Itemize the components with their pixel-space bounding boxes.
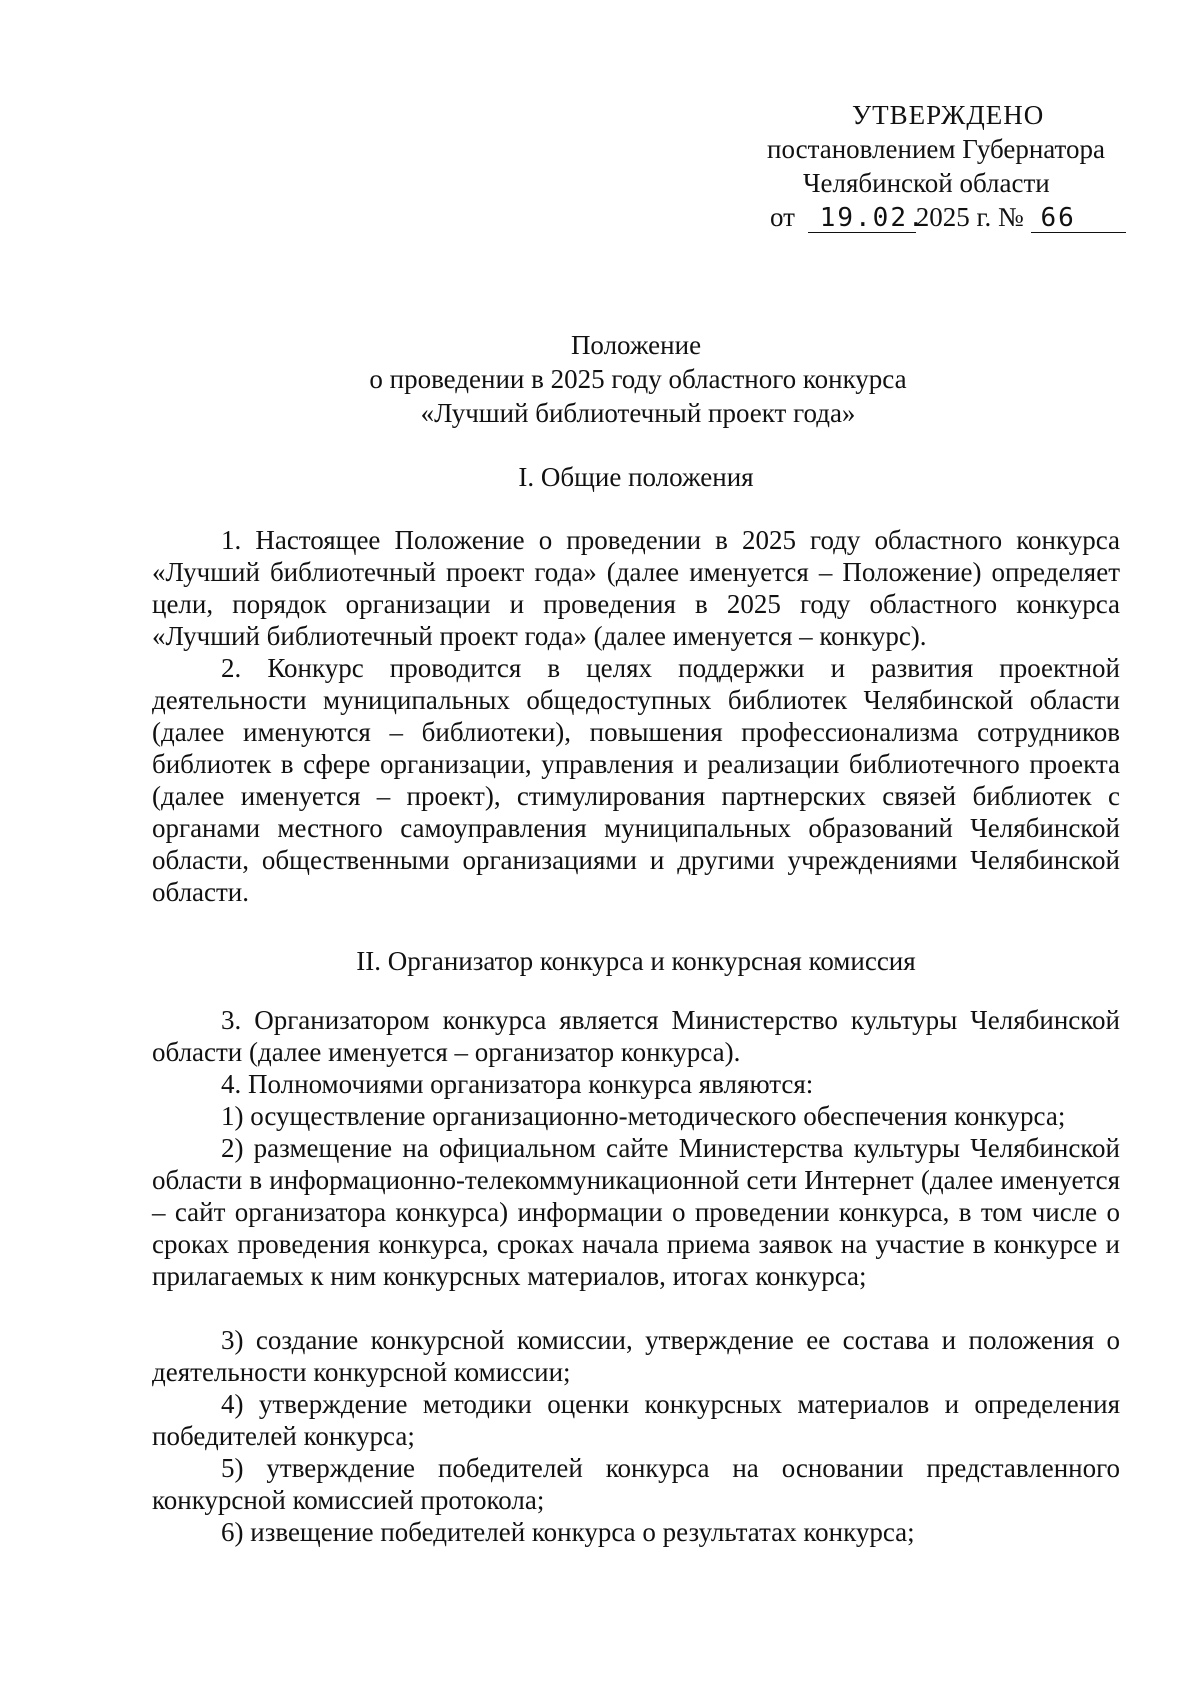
list-item-3: 3) создание конкурсной комиссии, утверждение ее состава и положения о деятельности конкурсной комиссии; (152, 1325, 1120, 1387)
approval-decree-line: постановлением Губернатора (767, 134, 1105, 164)
list-item-1: 1) осуществление организационно-методического обеспечения конкурса; (221, 1101, 1066, 1131)
section-heading-organizer: II. Организатор конкурса и конкурсная комиссия (356, 946, 916, 976)
approval-date-value: 19.02. (808, 204, 916, 233)
paragraph-1: 1. Настоящее Положение о проведении в 2025 году областного конкурса «Лучший библиотечный проект года» (далее именуется – Положение) определяет цели, порядок организации и проведения в 2025 году областного конкурса «Лучший библиотечный проект года» (далее именуется – конкурс). (152, 525, 1120, 651)
approval-number-value: 66 (1031, 204, 1126, 233)
list-item-2: 2) размещение на официальном сайте Министерства культуры Челябинской области в информационно-телекоммуникационной сети Интернет (далее именуется – сайт организатора конкурса) информации о проведении конкурса, в том числе о сроках проведения конкурса, сроках начала приема заявок на участие в конкурсе и прилагаемых к ним конкурсных материалов, итогах конкурса; (152, 1133, 1120, 1291)
approval-date-suffix: 2025 г. № (915, 202, 1024, 232)
paragraph-4: 4. Полномочиями организатора конкурса являются: (221, 1069, 814, 1099)
list-item-5: 5) утверждение победителей конкурса на основании представленного конкурсной комиссией протокола; (152, 1453, 1120, 1515)
approval-title: УТВЕРЖДЕНО (852, 100, 1045, 130)
paragraph-2: 2. Конкурс проводится в целях поддержки и развития проектной деятельности муниципальных общедоступных библиотек Челябинской области (далее именуются – библиотеки), повышения профессионализма сотрудников библиотек в сфере организации, управления и реализации библиотечного проекта (далее именуется – проект), стимулирования партнерских связей библиотек с органами местного самоуправления муниципальных образований Челябинской области, общественными организациями и другими учреждениями Челябинской области. (152, 653, 1120, 907)
approval-date-prefix: от (770, 202, 795, 232)
document-title-line2: о проведении в 2025 году областного конкурса (369, 364, 907, 394)
list-item-4: 4) утверждение методики оценки конкурсных материалов и определения победителей конкурса; (152, 1389, 1120, 1451)
document-title (0, 328, 1200, 430)
list-item-6: 6) извещение победителей конкурса о результатах конкурса; (221, 1517, 915, 1547)
section-heading-general: I. Общие положения (518, 462, 754, 492)
document-title-line1: Положение (570, 330, 702, 360)
paragraph-3: 3. Организатором конкурса является Министерство культуры Челябинской области (далее именуется – организатор конкурса). (152, 1005, 1120, 1067)
document-title-line3: «Лучший библиотечный проект года» (420, 398, 856, 428)
approval-region-line: Челябинской области (803, 168, 1050, 198)
approval-date-line (770, 200, 1126, 234)
